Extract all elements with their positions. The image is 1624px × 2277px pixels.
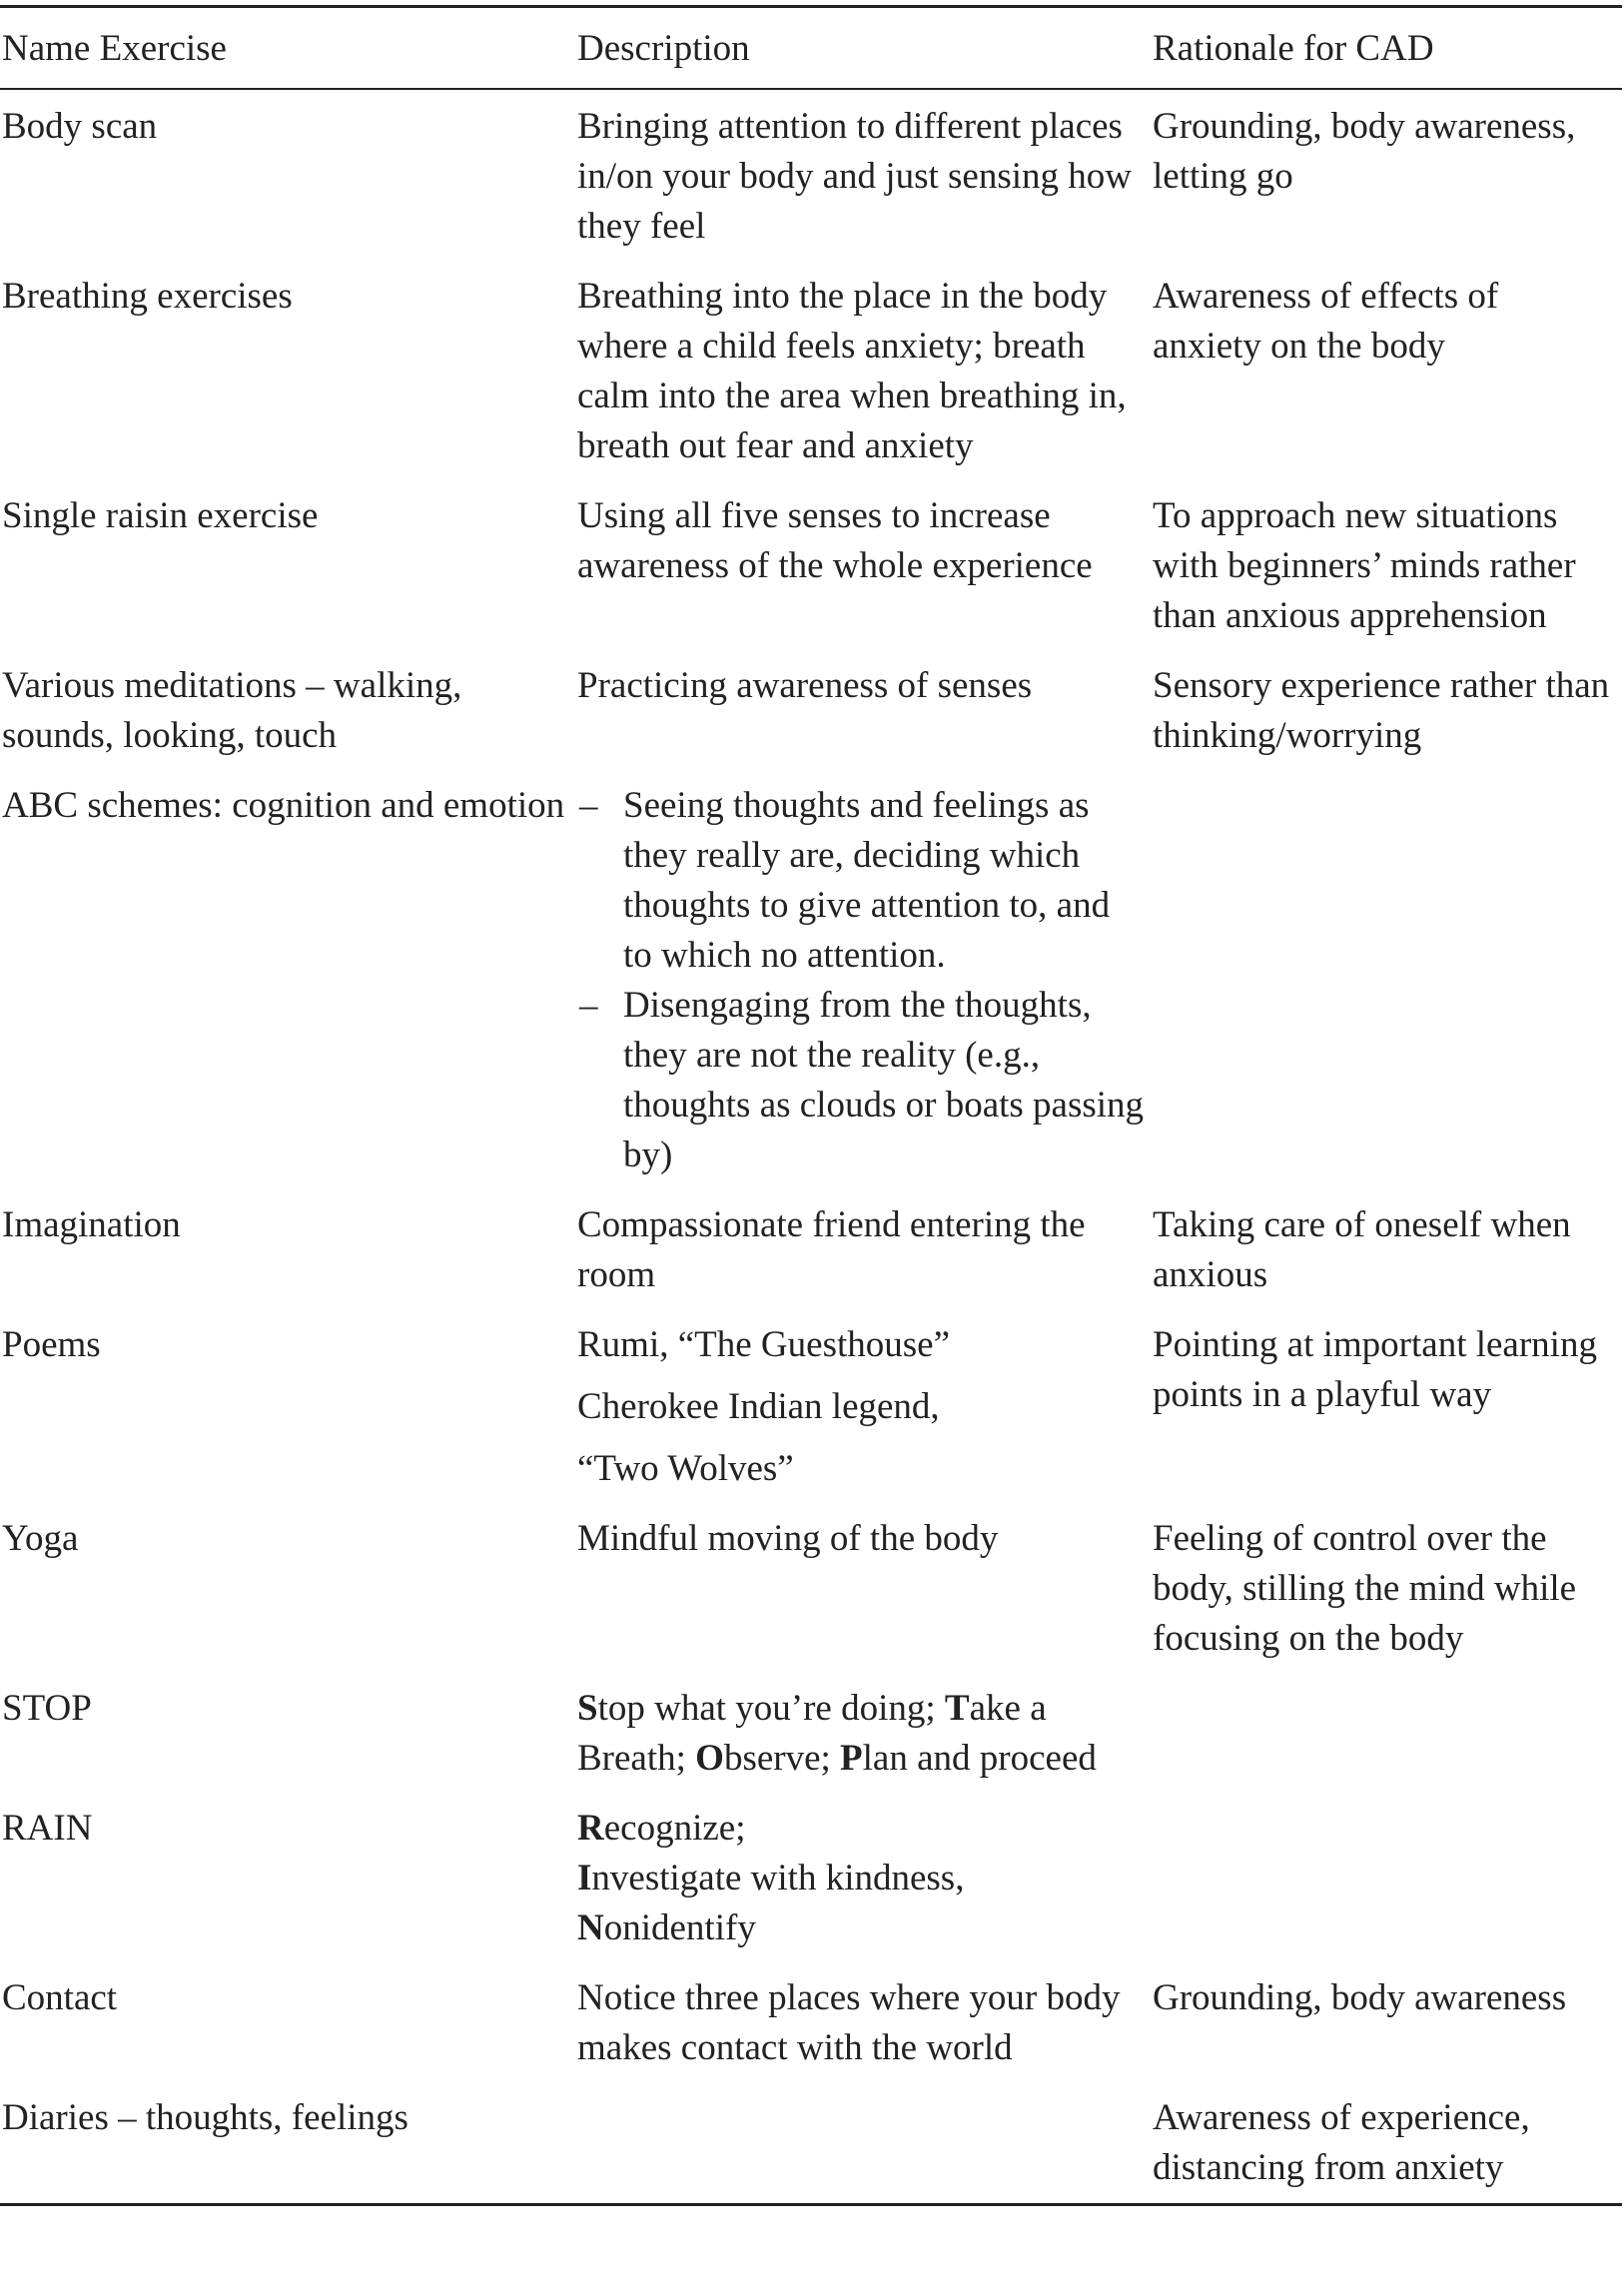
exercise-table	[0, 5, 1622, 2206]
table-header-row	[0, 7, 1622, 90]
poem-line: Rumi, “The Guesthouse”	[577, 1324, 950, 1365]
cell-name: Single raisin exercise	[2, 495, 319, 536]
cell-description: Compassionate friend entering the room	[577, 1204, 1086, 1295]
bullet-text: Disengaging from the thoughts, they are not the reality (e.g., thoughts as clouds or boats passing by)	[623, 985, 1145, 1175]
acronym-letter: N	[577, 1907, 604, 1948]
table-row	[0, 262, 1622, 481]
cell-rationale	[1151, 1674, 1622, 1794]
cell-name: Poems	[2, 1324, 101, 1365]
cell-name: Various meditations – walking, sounds, looking, touch	[2, 665, 462, 756]
table-row	[0, 1190, 1622, 1310]
cell-name: Breathing exercises	[2, 276, 293, 317]
cell-description	[575, 1794, 1151, 1963]
cell-rationale	[1151, 1794, 1622, 1963]
cell-name: STOP	[2, 1688, 92, 1729]
table-row	[0, 2083, 1622, 2205]
acronym-rest: ecognize;	[603, 1808, 746, 1849]
cell-rationale: Grounding, body awareness	[1153, 1977, 1567, 2018]
cell-name: Diaries – thoughts, feelings	[2, 2097, 408, 2138]
header-name-exercise: Name Exercise	[2, 28, 227, 69]
cell-description	[575, 2083, 1151, 2205]
acronym-letter: P	[840, 1738, 863, 1779]
table-row	[0, 1963, 1622, 2083]
table-row	[0, 481, 1622, 651]
cell-description	[575, 1674, 1151, 1794]
table-row	[0, 771, 1622, 1190]
cell-description: Using all five senses to increase awareness of the whole experience	[577, 495, 1093, 586]
acronym-letter: I	[577, 1858, 592, 1898]
cell-description: Notice three places where your body makes contact with the world	[577, 1977, 1121, 2068]
cell-rationale: To approach new situations with beginners’ minds rather than anxious apprehension	[1153, 495, 1576, 636]
acronym-rest: nvestigate with kindness,	[591, 1858, 965, 1898]
bullet-dash: –	[579, 785, 598, 826]
table-row	[0, 1794, 1622, 1963]
cell-description: Bringing attention to different places in/on your body and just sensing how they feel	[577, 106, 1132, 247]
acronym-rest: top what you’re doing;	[597, 1688, 945, 1729]
acronym-letter: T	[944, 1688, 970, 1729]
header-description: Description	[577, 28, 750, 69]
cell-description: Practicing awareness of senses	[577, 665, 1033, 706]
cell-name: Contact	[2, 1977, 118, 2018]
poem-line: Cherokee Indian legend,	[577, 1386, 940, 1427]
cell-rationale: Awareness of effects of anxiety on the body	[1153, 276, 1499, 367]
acronym-rest: ake a Breath;	[577, 1688, 1047, 1779]
cell-rationale: Taking care of oneself when anxious	[1153, 1204, 1571, 1295]
bullet-item	[577, 981, 1145, 1180]
cell-description: Breathing into the place in the body where a child feels anxiety; breath calm into the area when breathing in, breath out fear and anxiety	[577, 276, 1127, 466]
acronym-letter: S	[577, 1688, 598, 1729]
table-row	[0, 1310, 1622, 1504]
cell-rationale: Awareness of experience, distancing from anxiety	[1153, 2097, 1530, 2188]
bullet-dash: –	[579, 985, 598, 1026]
cell-rationale: Grounding, body awareness, letting go	[1153, 106, 1576, 197]
cell-rationale: Feeling of control over the body, stilling the mind while focusing on the body	[1153, 1518, 1577, 1659]
cell-name: ABC schemes: cognition and emotion	[2, 785, 565, 826]
cell-name: Imagination	[2, 1204, 181, 1245]
bullet-list	[577, 781, 1145, 1180]
cell-name: RAIN	[2, 1808, 93, 1849]
table-row	[0, 1504, 1622, 1674]
cell-rationale: Pointing at important learning points in a playful way	[1153, 1324, 1597, 1415]
cell-description: Mindful moving of the body	[577, 1518, 999, 1559]
acronym-letter: R	[577, 1808, 604, 1849]
poem-line: “Two Wolves”	[577, 1448, 794, 1489]
header-rationale: Rationale for CAD	[1153, 28, 1434, 69]
cell-description	[575, 1310, 1151, 1504]
cell-rationale	[1151, 771, 1622, 1190]
table-row	[0, 89, 1622, 262]
bullet-text: Seeing thoughts and feelings as they really are, deciding which thoughts to give attention to, and to which no attention.	[623, 785, 1111, 976]
cell-name: Yoga	[2, 1518, 79, 1559]
acronym-letter: O	[695, 1738, 724, 1779]
bullet-item	[577, 781, 1145, 981]
cell-name: Body scan	[2, 106, 158, 147]
cell-rationale: Sensory experience rather than thinking/worrying	[1153, 665, 1610, 756]
acronym-rest: lan and proceed	[862, 1738, 1097, 1779]
cell-description	[575, 771, 1151, 1190]
acronym-rest: bserve;	[723, 1738, 841, 1779]
acronym-rest: onidentify	[603, 1907, 756, 1948]
table-row	[0, 1674, 1622, 1794]
table-row	[0, 651, 1622, 771]
